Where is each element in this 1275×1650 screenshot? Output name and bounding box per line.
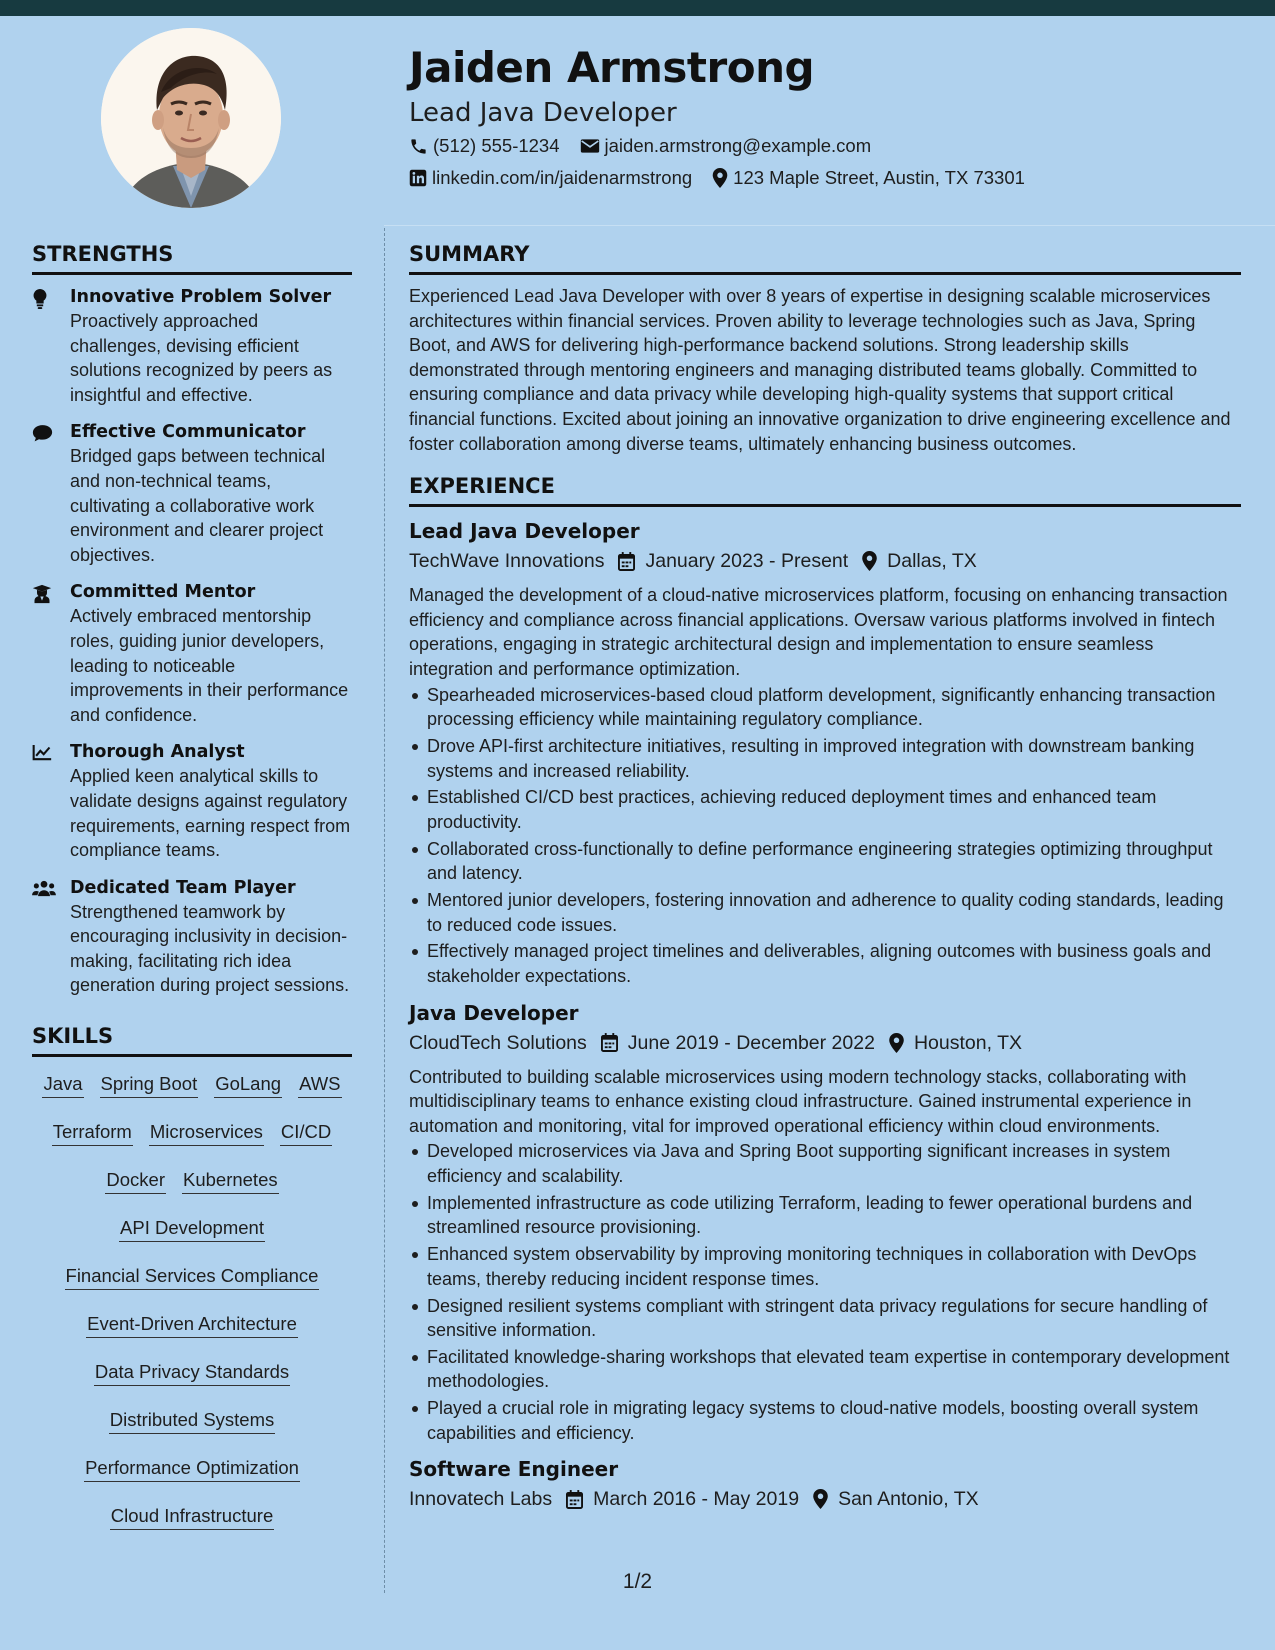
skill-tag: Cloud Infrastructure (110, 1505, 274, 1530)
linkedin-text[interactable]: linkedin.com/in/jaidenarmstrong (432, 167, 693, 188)
job-description: Managed the development of a cloud-native microservices platform, focusing on enhancing transaction efficiency and compliance across financial applications. Oversaw various platforms involved in fintech operations, engaging in strategic architectural design and implementation to ensure seamless integration and performance optimization. (409, 585, 1228, 679)
strength-desc: Bridged gaps between technical and non-technical teams, cultivating a collaborative work environment and clearer project objectives. (70, 446, 326, 565)
bullet-item: Designed resilient systems compliant with stringent data privacy regulations for secure handling of sensitive information. (409, 1294, 1241, 1343)
contact-row-2 (409, 162, 1249, 194)
candidate-name: Jaiden Armstrong (409, 43, 815, 92)
strength-item (32, 420, 352, 567)
skill-tag: Distributed Systems (109, 1409, 276, 1434)
envelope-icon (580, 137, 600, 155)
skills-list (32, 1067, 352, 1547)
column-divider (384, 228, 385, 1593)
bullet-item: Mentored junior developers, fostering innovation and adherence to quality coding standards, leading to reduced code issues. (409, 888, 1241, 937)
candidate-title: Lead Java Developer (409, 98, 677, 128)
job-meta (409, 546, 1241, 576)
strength-item (32, 580, 352, 727)
summary-text: Experienced Lead Java Developer with over 8 years of expertise in designing scalable microservices architectures within financial services. Proven ability to leverage technologies such as Java, Spring Boot, and AWS for delivering high-performance backend solutions. Strong leadership skills demonstrated through mentoring engineers and managing distributed teams globally. Committed to ensuring compliance and data privacy while developing high-quality systems that support critical financial functions. Excited about joining an innovative organization to drive engineering excellence and foster collaboration among diverse teams, ultimately enhancing business outcomes. (409, 286, 1231, 454)
calendar-icon (566, 1490, 583, 1509)
job-entry (409, 1455, 1241, 1514)
bullet-item: Effectively managed project timelines and deliverables, aligning outcomes with business goals and stakeholder expectations. (409, 939, 1241, 988)
job-entry (409, 517, 1241, 988)
skill-tag: Spring Boot (100, 1073, 199, 1098)
phone-icon (409, 137, 428, 156)
address-text: 123 Maple Street, Austin, TX 73301 (733, 167, 1025, 188)
contact-row-1 (409, 130, 1249, 162)
email-contact[interactable] (580, 135, 872, 157)
strength-title: Committed Mentor (70, 582, 256, 603)
job-description: Contributed to building scalable microservices using modern technology stacks, collaborating with multidisciplinary teams to enhance existing cloud infrastructure. Gained instrumental experience in automation and monitoring, vital for improved operational efficiency within cloud environments. (409, 1066, 1192, 1136)
job-meta (409, 1028, 1241, 1058)
phone-contact (409, 135, 560, 157)
left-column (32, 240, 352, 1547)
bullet-item: Spearheaded microservices-based cloud platform development, significantly enhancing transaction processing efficiency while maintaining regulatory compliance. (409, 683, 1241, 732)
job-bullets (409, 1139, 1241, 1445)
bullet-item: Drove API-first architecture initiatives, resulting in improved integration with downstream banking systems and increased reliability. (409, 734, 1241, 783)
right-column (409, 240, 1241, 1524)
skill-tag: Kubernetes (182, 1169, 279, 1194)
bullet-item: Played a crucial role in migrating legacy systems to cloud-native models, boosting overall system capabilities and efficiency. (409, 1396, 1241, 1445)
skill-tag: Java (42, 1073, 83, 1098)
strength-desc: Strengthened teamwork by encouraging inclusivity in decision-making, facilitating rich idea generation during project sessions. (70, 901, 350, 996)
job-dates: January 2023 - Present (645, 550, 849, 573)
job-location: Dallas, TX (887, 550, 977, 573)
address-contact (712, 167, 1025, 189)
skill-tag: Data Privacy Standards (94, 1361, 290, 1386)
job-title: Java Developer (409, 1000, 579, 1025)
strength-item (32, 285, 352, 407)
job-dates: June 2019 - December 2022 (627, 1031, 875, 1054)
calendar-icon (601, 1033, 618, 1052)
skill-tag: API Development (119, 1217, 265, 1242)
strength-desc: Applied keen analytical skills to validate designs against regulatory requirements, earning respect from compliance teams. (70, 766, 351, 861)
speech-bubble-icon (32, 424, 53, 442)
users-icon (32, 880, 56, 897)
header-divider (384, 225, 1275, 226)
map-pin-icon (889, 1033, 904, 1053)
strength-title: Dedicated Team Player (70, 877, 296, 898)
bullet-item: Established CI/CD best practices, achieving reduced deployment times and enhanced team productivity. (409, 785, 1241, 834)
strength-item (32, 876, 352, 998)
linkedin-contact[interactable] (409, 167, 692, 189)
line-chart-icon (32, 744, 52, 761)
strength-title: Thorough Analyst (70, 742, 245, 763)
strength-item (32, 740, 352, 862)
job-entry (409, 999, 1241, 1446)
job-title: Lead Java Developer (409, 519, 640, 544)
skill-tag: Terraform (52, 1121, 133, 1146)
page-number: 1/2 (622, 1570, 653, 1593)
map-pin-icon (813, 1489, 828, 1509)
skill-tag: GoLang (214, 1073, 282, 1098)
calendar-icon (618, 552, 635, 571)
job-title: Software Engineer (409, 1457, 619, 1482)
bullet-item: Enhanced system observability by improving monitoring techniques in collaboration with DevOps teams, thereby reducing incident response times. (409, 1242, 1241, 1291)
strength-desc: Proactively approached challenges, devising efficient solutions recognized by peers as insightful and effective. (70, 311, 333, 405)
job-meta (409, 1484, 1241, 1514)
map-pin-icon (712, 168, 728, 188)
experience-heading: EXPERIENCE (409, 472, 1241, 507)
strength-title: Innovative Problem Solver (70, 287, 332, 307)
email-text[interactable]: jaiden.armstrong@example.com (604, 135, 872, 156)
skills-heading: SKILLS (32, 1022, 352, 1057)
job-location: San Antonio, TX (838, 1488, 979, 1511)
profile-photo (101, 28, 281, 208)
skill-tag: AWS (298, 1073, 341, 1098)
skill-tag: Financial Services Compliance (65, 1265, 320, 1290)
skill-tag: Event-Driven Architecture (86, 1313, 298, 1338)
job-dates: March 2016 - May 2019 (593, 1488, 800, 1511)
skill-tag: Microservices (149, 1121, 264, 1146)
top-accent-bar (0, 0, 1275, 16)
skill-tag: Docker (105, 1169, 166, 1194)
job-bullets (409, 683, 1241, 989)
strength-desc: Actively embraced mentorship roles, guiding junior developers, leading to noticeable improvements in their performance and confidence. (70, 606, 349, 725)
job-location: Houston, TX (913, 1031, 1022, 1054)
summary-heading: SUMMARY (409, 240, 1241, 275)
bullet-item: Collaborated cross-functionally to define performance engineering strategies optimizing throughput and latency. (409, 837, 1241, 886)
job-company: Innovatech Labs (409, 1488, 553, 1511)
bullet-item: Implemented infrastructure as code utilizing Terraform, leading to fewer operational burdens and streamlined resource provisioning. (409, 1191, 1241, 1240)
strength-title: Effective Communicator (70, 422, 306, 443)
lightbulb-icon (32, 289, 48, 309)
skill-tag: Performance Optimization (84, 1457, 300, 1482)
job-company: CloudTech Solutions (409, 1031, 587, 1054)
resume-header (409, 40, 1249, 194)
strengths-heading: STRENGTHS (32, 240, 352, 275)
skill-tag: CI/CD (280, 1121, 332, 1146)
bullet-item: Facilitated knowledge-sharing workshops that elevated team expertise in contemporary development methodologies. (409, 1345, 1241, 1394)
map-pin-icon (862, 551, 877, 571)
linkedin-icon (409, 169, 427, 187)
phone-text: (512) 555-1234 (433, 135, 560, 156)
graduate-icon (32, 584, 52, 604)
job-company: TechWave Innovations (409, 550, 605, 573)
bullet-item: Developed microservices via Java and Spring Boot supporting significant increases in system efficiency and scalability. (409, 1139, 1241, 1188)
